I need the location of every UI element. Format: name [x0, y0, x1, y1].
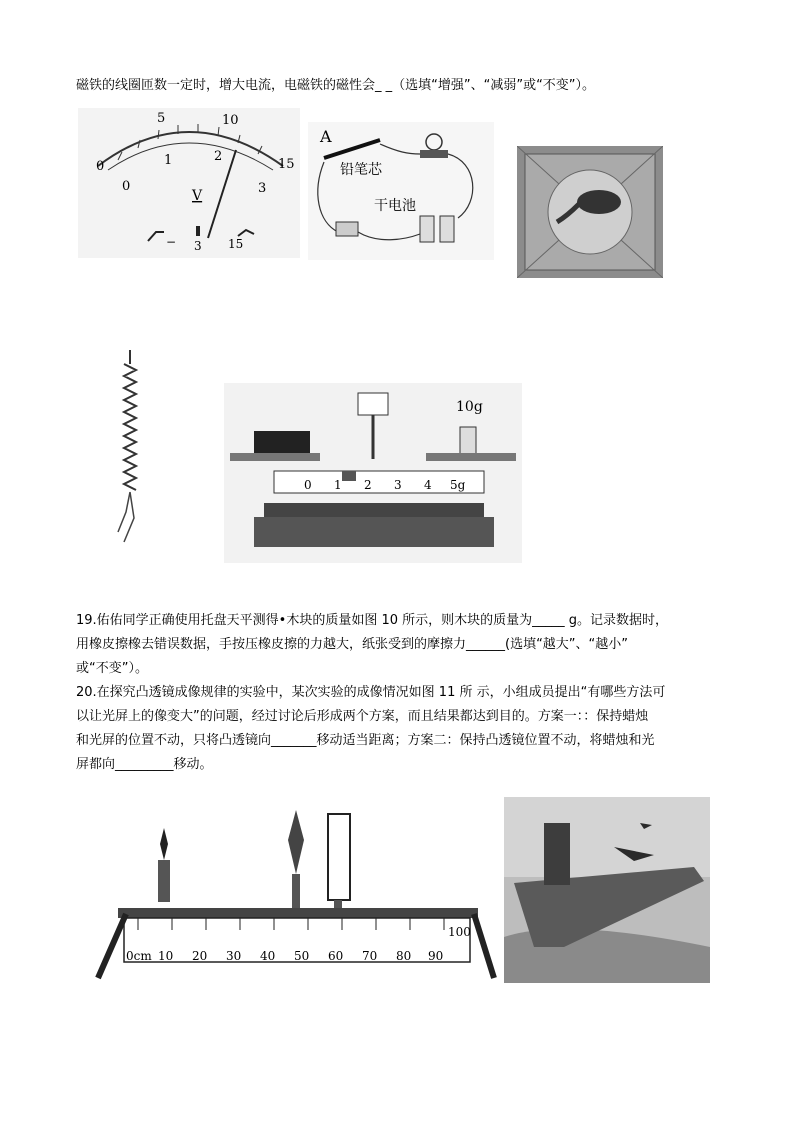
- voltmeter-lower-label-0: 0: [122, 179, 131, 194]
- q20-line-4: 屏都向_________移动。: [76, 757, 213, 772]
- sinan-compass-figure: [517, 146, 663, 278]
- terminal-label-3: 3: [194, 239, 202, 253]
- voltmeter-upper-label-10: 10: [222, 113, 239, 128]
- ruler-label-70: 70: [362, 949, 378, 963]
- ruler-label-20: 20: [192, 949, 208, 963]
- voltmeter-upper-label-0: 0: [96, 159, 105, 174]
- optical-bench-figure: [78, 810, 498, 986]
- carrier-island-icon: [544, 823, 570, 885]
- terminal-3-icon: [196, 226, 200, 236]
- ruler-label-50: 50: [294, 949, 310, 963]
- ruler-label-100: 100: [448, 925, 471, 939]
- q19-line-3: 或“不变”）。: [76, 661, 148, 676]
- ruler-label-10: 10: [158, 949, 174, 963]
- ruler-label-0cm: 0cm: [126, 949, 152, 963]
- q20-line-1: 20.在探究凸透镜成像规律的实验中，某次实验的成像情况如图 11 所 示，小组成员提出“有哪些方法可: [76, 685, 666, 700]
- balance-figure: [224, 383, 522, 563]
- q19-line-1: 19.佑佑同学正确使用托盘天平测得•木块的质量如图 10 所示，则木块的质量为_____ g。记录数据时，: [76, 613, 669, 628]
- spoon-icon: [577, 190, 621, 214]
- q19-line-2: 用橡皮擦橡去错误数据，手按压橡皮擦的力越大，纸张受到的摩擦力______(选填“越大”、“越小”: [76, 637, 629, 652]
- voltmeter-figure: [78, 108, 300, 258]
- question-fragment-electromagnet: 磁铁的线圈匝数一定时，增大电流，电磁铁的磁性会_ _（选填“增强”、“减弱”或“不变”）。: [76, 78, 596, 93]
- bulb-holder-icon: [420, 150, 448, 158]
- terminal-label-negative: −: [166, 235, 177, 249]
- wooden-block-icon: [254, 431, 310, 455]
- spring-figure: [78, 342, 178, 582]
- beam-tick-4: 4: [424, 478, 432, 492]
- ruler-label-40: 40: [260, 949, 276, 963]
- rider-icon: [342, 471, 356, 481]
- battery-icon-2: [440, 216, 454, 242]
- weight-label: 10g: [456, 399, 483, 415]
- weight-icon: [460, 427, 476, 455]
- left-pan-icon: [230, 453, 320, 461]
- beam-tick-0: 0: [304, 478, 312, 492]
- voltmeter-lower-label-2: 2: [214, 149, 223, 164]
- beam-tick-1: 1: [334, 478, 342, 492]
- ruler-label-90: 90: [428, 949, 444, 963]
- pencil-lead-label: 铅笔芯: [340, 162, 382, 178]
- q20-line-2: 以让光屏上的像变大”的问题，经过讨论后形成两个方案，而且结果都达到目的。方案一：：保持蜡烛: [76, 709, 649, 724]
- voltmeter-lower-label-3: 3: [258, 181, 267, 196]
- terminal-label-15: 15: [228, 237, 244, 251]
- voltmeter-unit-label: V: [192, 188, 203, 204]
- ruler-label-80: 80: [396, 949, 412, 963]
- circuit-figure: [308, 122, 494, 260]
- ruler-label-30: 30: [226, 949, 242, 963]
- ruler-label-60: 60: [328, 949, 344, 963]
- beam-tick-2: 2: [364, 478, 372, 492]
- battery-icon-1: [420, 216, 434, 242]
- q20-line-3: 和光屏的位置不动，只将凸透镜向_______移动适当距离；方案二：保持凸透镜位置不动，将蜡烛和光: [76, 733, 655, 748]
- voltmeter-upper-label-15: 15: [278, 157, 295, 172]
- battery-label: 干电池: [374, 198, 416, 214]
- circuit-label-a: A: [320, 127, 332, 146]
- voltmeter-upper-label-5: 5: [157, 111, 166, 126]
- candle-icon: [158, 860, 170, 902]
- beam-tick-5g: 5g: [450, 478, 466, 492]
- switch-icon: [336, 222, 358, 236]
- bench-rail-icon: [118, 908, 478, 918]
- balance-dial-icon: [358, 393, 388, 415]
- beam-tick-3: 3: [394, 478, 402, 492]
- aircraft-carrier-figure: [504, 797, 710, 983]
- right-pan-icon: [426, 453, 516, 461]
- balance-base-icon: [264, 503, 484, 517]
- light-screen-icon: [328, 814, 350, 900]
- voltmeter-lower-label-1: 1: [164, 153, 173, 168]
